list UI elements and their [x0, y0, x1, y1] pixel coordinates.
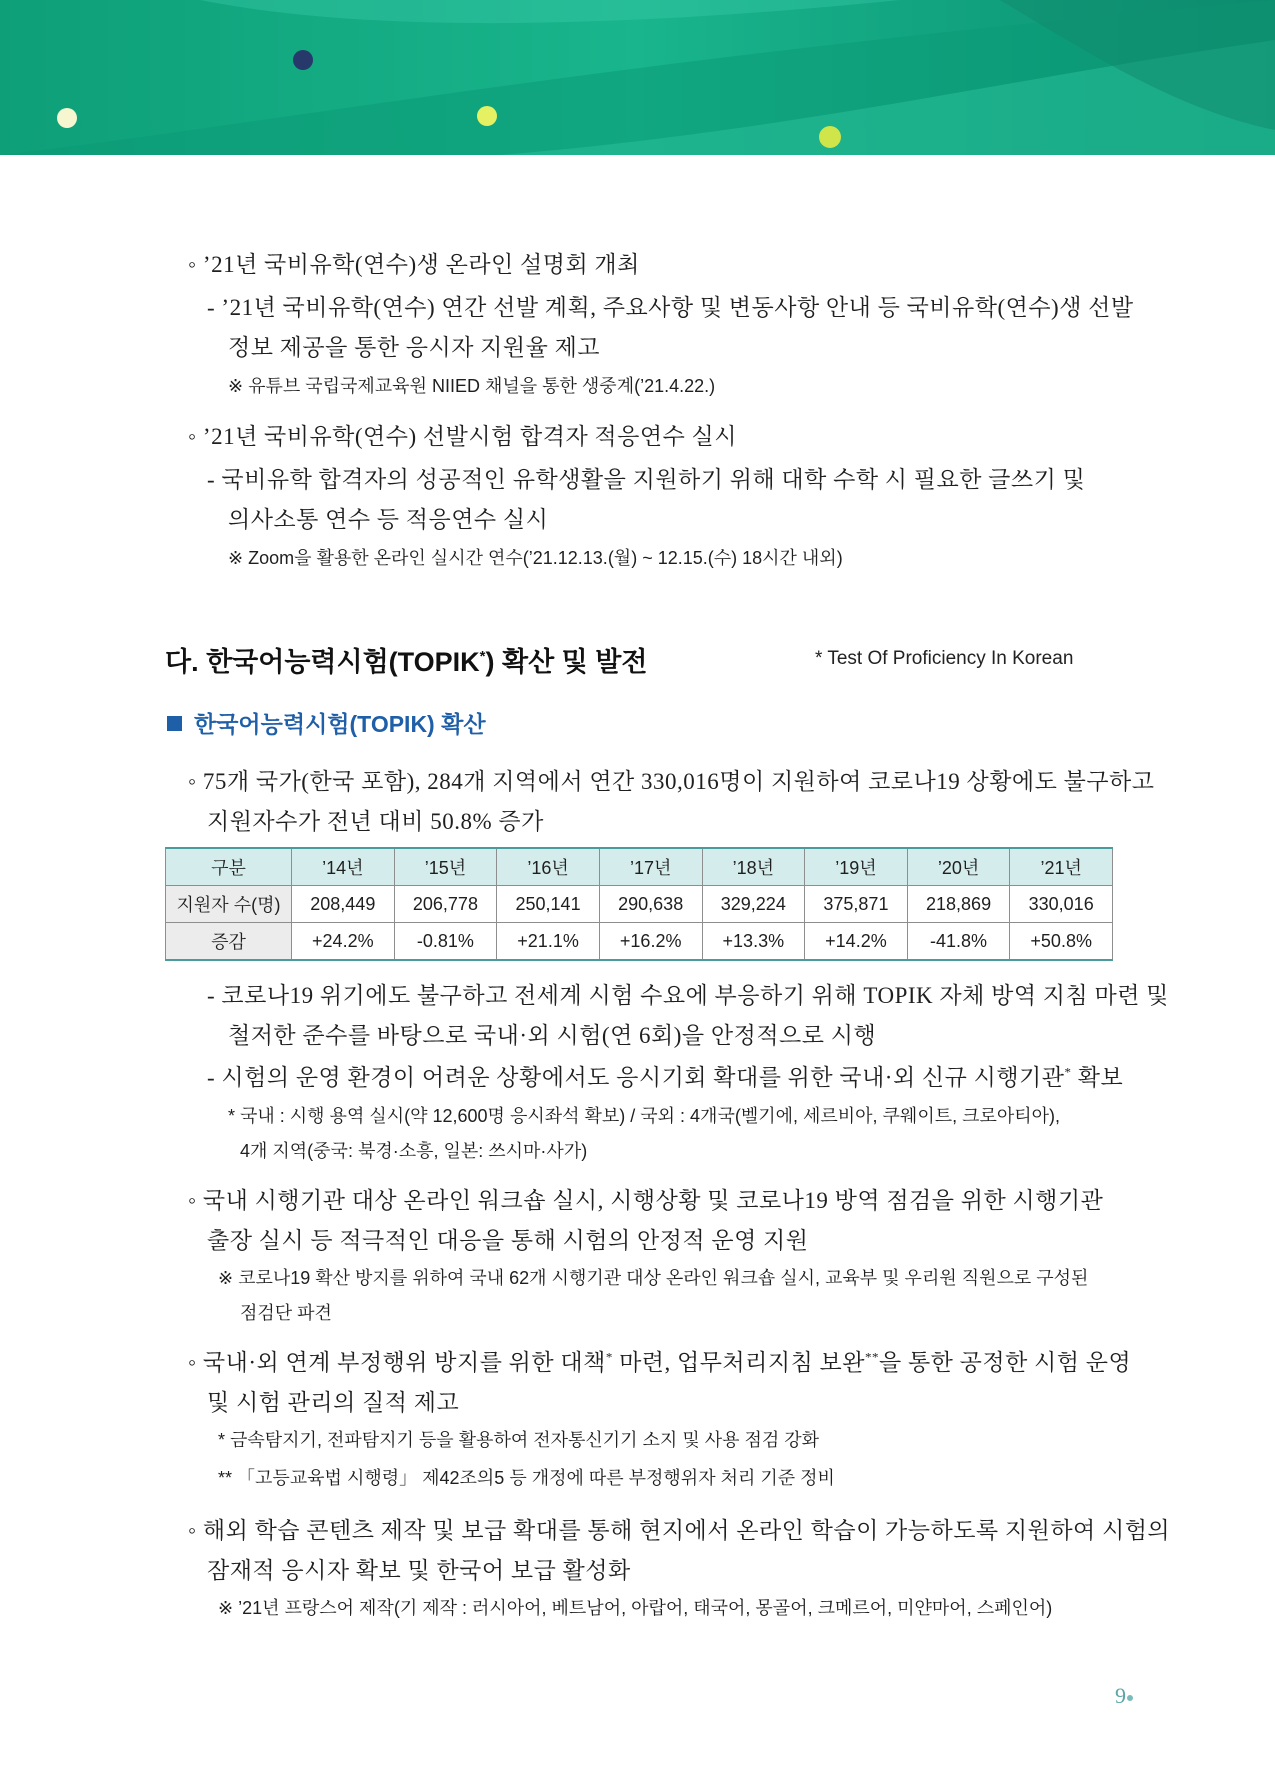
- sub-bullet-text: 정보 제공을 통한 응시자 지원율 제고: [228, 335, 601, 360]
- dot-light: [57, 108, 77, 128]
- table-row: [166, 923, 1113, 961]
- table-cell: +21.1%: [497, 923, 600, 961]
- bullet-part: 마련, 업무처리지침 보완: [612, 1350, 865, 1375]
- table-row-header: 증감: [166, 923, 292, 961]
- footnote-mark: **: [865, 1349, 879, 1365]
- intro-line: 지원자수가 전년 대비 50.8% 증가: [207, 809, 544, 834]
- table-header-cell: ’21년: [1010, 848, 1113, 886]
- section-title-text: 다. 한국어능력시험(TOPIK: [165, 647, 480, 677]
- table-cell: 218,869: [907, 886, 1010, 923]
- table-cell: -0.81%: [394, 923, 497, 961]
- table-cell: +16.2%: [599, 923, 702, 961]
- note-text: 점검단 파견: [240, 1303, 332, 1323]
- bullet-continuation: 잠재적 응시자 확보 및 한국어 보급 활성화: [207, 1558, 631, 1583]
- table-header-cell: 구분: [166, 848, 292, 886]
- dot-lime: [819, 126, 841, 148]
- sub-bullet-text: - 국비유학 합격자의 성공적인 유학생활을 지원하기 위해 대학 수학 시 필요한 글쓰기 및: [207, 467, 1086, 492]
- note-text: ※ Zoom을 활용한 온라인 실시간 연수(’21.12.13.(월) ~ 12.15.(수) 18시간 내외): [228, 548, 843, 568]
- table-header-cell: ’18년: [702, 848, 805, 886]
- header-banner: [0, 0, 1275, 155]
- sub-bullet-part: 확보: [1071, 1065, 1124, 1090]
- table-cell: -41.8%: [907, 923, 1010, 961]
- table-cell: 375,871: [805, 886, 908, 923]
- bullet-continuation: 출장 실시 등 적극적인 대응을 통해 시험의 안정적 운영 지원: [207, 1228, 809, 1253]
- sub-bullet-part: - 시험의 운영 환경이 어려운 상황에서도 응시기회 확대를 위한 국내·외 신규 시행기관: [207, 1065, 1065, 1090]
- subsection-title-text: 한국어능력시험(TOPIK) 확산: [194, 711, 486, 737]
- table-header-cell: ’20년: [907, 848, 1010, 886]
- dot-yellow: [477, 106, 497, 126]
- note-text: ※ 코로나19 확산 방지를 위하여 국내 62개 시행기관 대상 온라인 워크숍 실시, 교육부 및 우리원 직원으로 구성된: [218, 1268, 1089, 1288]
- table-cell: +14.2%: [805, 923, 908, 961]
- note-text: 4개 지역(중국: 북경·소흥, 일본: 쓰시마·사가): [240, 1141, 588, 1161]
- subsection-title: [167, 706, 486, 739]
- intro-line: ◦ 75개 국가(한국 포함), 284개 지역에서 연간 330,016명이 지원하여 코로나19 상황에도 불구하고: [188, 769, 1155, 794]
- table-row-header: 지원자 수(명): [166, 886, 292, 923]
- table-header-cell: ’15년: [394, 848, 497, 886]
- table-header-row: [166, 848, 1113, 886]
- footnote-mark: *: [605, 1349, 613, 1365]
- bullet-online-briefing: ◦ ’21년 국비유학(연수)생 온라인 설명회 개최: [188, 252, 640, 277]
- section-title-sup: *: [479, 648, 486, 665]
- note-text: ※ ’21년 프랑스어 제작(기 제작 : 러시아어, 베트남어, 아랍어, 태국어, 몽골어, 크메르어, 미얀마어, 스페인어): [218, 1598, 1053, 1618]
- table-header-cell: ’14년: [292, 848, 395, 886]
- table-cell: 208,449: [292, 886, 395, 923]
- section-title-end: ) 확산 및 발전: [485, 647, 648, 677]
- section-footnote: * Test Of Proficiency In Korean: [815, 648, 1074, 669]
- footnote-mark: *: [1064, 1064, 1072, 1080]
- note-text: * 금속탐지기, 전파탐지기 등을 활용하여 전자통신기기 소지 및 사용 점검 강화: [218, 1430, 820, 1450]
- sub-bullet-text: 철저한 준수를 바탕으로 국내·외 시험(연 6회)을 안정적으로 시행: [228, 1023, 877, 1048]
- banner-graphic: [0, 0, 1275, 155]
- note-text: ** 「고등교육법 시행령」 제42조의5 등 개정에 따른 부정행위자 처리 기준 정비: [218, 1468, 835, 1488]
- bullet-learning-content: ◦ 해외 학습 콘텐츠 제작 및 보급 확대를 통해 현지에서 온라인 학습이 가능하도록 지원하여 시험의: [188, 1518, 1171, 1543]
- bullet-cheating-prevention: [188, 1344, 1131, 1377]
- section-title: [165, 640, 647, 679]
- bullet-part: ◦ 국내·외 연계 부정행위 방지를 위한 대책: [188, 1350, 606, 1375]
- note-text: * 국내 : 시행 용역 실시(약 12,600명 응시좌석 확보) / 국외 : 4개국(벨기에, 세르비아, 쿠웨이트, 크로아티아),: [228, 1106, 1061, 1126]
- table-cell: +13.3%: [702, 923, 805, 961]
- bullet-adaptation-training: ◦ ’21년 국비유학(연수) 선발시험 합격자 적응연수 실시: [188, 424, 737, 449]
- note-text: ※ 유튜브 국립국제교육원 NIIED 채널을 통한 생중계(’21.4.22.): [228, 376, 716, 396]
- table-cell: 206,778: [394, 886, 497, 923]
- bullet-workshop: ◦ 국내 시행기관 대상 온라인 워크숍 실시, 시행상황 및 코로나19 방역 점검을 위한 시행기관: [188, 1188, 1104, 1213]
- table-header-cell: ’19년: [805, 848, 908, 886]
- square-bullet-icon: [167, 716, 182, 731]
- table-cell: 330,016: [1010, 886, 1113, 923]
- table-header-cell: ’16년: [497, 848, 600, 886]
- bullet-part: 을 통한 공정한 시험 운영: [879, 1350, 1132, 1375]
- table-cell: +24.2%: [292, 923, 395, 961]
- table-header-cell: ’17년: [599, 848, 702, 886]
- sub-bullet-text: [207, 1059, 1123, 1092]
- table-cell: 329,224: [702, 886, 805, 923]
- page-number: 9: [1115, 1683, 1126, 1708]
- table-cell: 250,141: [497, 886, 600, 923]
- table-row: [166, 886, 1113, 923]
- table-cell: +50.8%: [1010, 923, 1113, 961]
- sub-bullet-text: - ’21년 국비유학(연수) 연간 선발 계획, 주요사항 및 변동사항 안내 등 국비유학(연수)생 선발: [207, 295, 1134, 320]
- topik-applicants-table: [165, 847, 1113, 961]
- bullet-continuation: 및 시험 관리의 질적 제고: [207, 1390, 460, 1415]
- page-number-dot: [1127, 1695, 1133, 1701]
- sub-bullet-text: - 코로나19 위기에도 불구하고 전세계 시험 수요에 부응하기 위해 TOPIK 자체 방역 지침 마련 및: [207, 983, 1169, 1008]
- sub-bullet-text: 의사소통 연수 등 적응연수 실시: [228, 507, 549, 532]
- dot-navy: [293, 50, 313, 70]
- table-cell: 290,638: [599, 886, 702, 923]
